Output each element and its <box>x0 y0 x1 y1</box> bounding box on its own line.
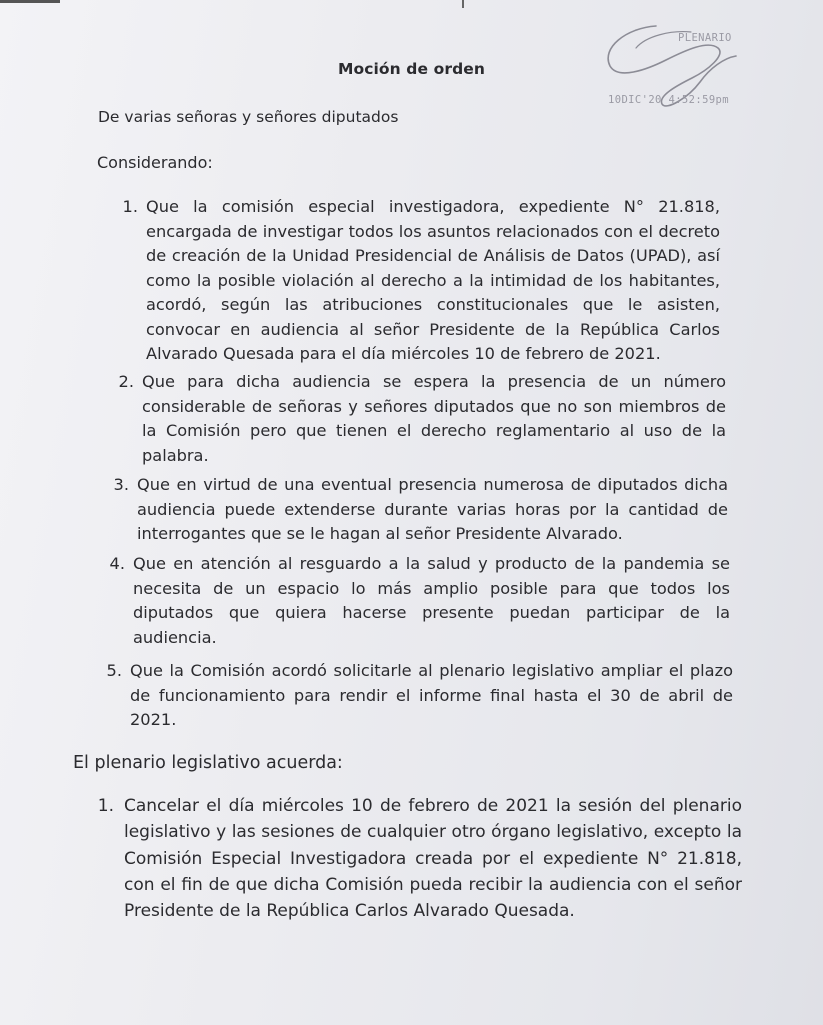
item-text: Que la Comisión acordó solicitarle al plenario legislativo ampliar el plazo de funcionamiento para rendir el informe final hasta el 30 de abril de 2021. <box>130 661 733 729</box>
list-item <box>122 195 720 367</box>
list-item <box>109 552 730 650</box>
item-number: 4. <box>109 554 125 573</box>
item-text: Cancelar el día miércoles 10 de febrero de 2021 la sesión del plenario legislativo y las sesiones de cualquier otro órgano legislativo, excepto la Comisión Especial Investigadora creada por el expediente N° 21.818, con el fin de que dicha Comisión pueda recibir la audiencia con el señor Presidente de la República Carlos Alvarado Quesada. <box>124 796 742 922</box>
top-edge-line <box>0 0 60 3</box>
document-from: De varias señoras y señores diputados <box>98 108 399 126</box>
top-tick-mark <box>462 0 464 8</box>
item-text: Que para dicha audiencia se espera la presencia de un número considerable de señoras y señores diputados que no son miembros de la Comisión pero que tienen el derecho reglamentario al uso de la palabra. <box>142 372 726 465</box>
item-text: Que en virtud de una eventual presencia numerosa de diputados dicha audiencia puede extenderse durante varias horas por la cantidad de interrogantes que se le hagan al señor Presidente Alvarado. <box>137 475 728 543</box>
item-number: 1. <box>97 796 114 816</box>
considerando-heading: Considerando: <box>97 153 213 172</box>
item-text: Que en atención al resguardo a la salud y producto de la pandemia se necesita de un espacio lo más amplio posible para que todos los diputados que quiera hacerse presente puedan participar de la audiencia. <box>133 554 730 647</box>
acuerda-heading: El plenario legislativo acuerda: <box>73 753 343 773</box>
item-number: 3. <box>113 475 129 494</box>
list-item <box>118 370 726 468</box>
item-number: 2. <box>118 372 134 391</box>
item-number: 5. <box>106 661 122 680</box>
stamp-label: PLENARIO <box>678 32 732 44</box>
list-item <box>97 793 742 924</box>
document-title: Moción de orden <box>337 60 486 78</box>
list-item <box>113 473 728 547</box>
stamp-datetime: 10DIC'20 4:52:59pm <box>608 94 729 106</box>
list-item <box>106 659 733 733</box>
item-text: Que la comisión especial investigadora, expediente N° 21.818, encargada de investigar todos los asuntos relacionados con el decreto de creación de la Unidad Presidencial de Análisis de Datos (UPAD), así como la posible violación al derecho a la intimidad de los habitantes, acordó, según las atribuciones constitucionales que le asisten, convocar en audiencia al señor Presidente de la República Carlos Alvarado Quesada para el día miércoles 10 de febrero de 2021. <box>146 197 720 363</box>
item-number: 1. <box>122 197 138 216</box>
